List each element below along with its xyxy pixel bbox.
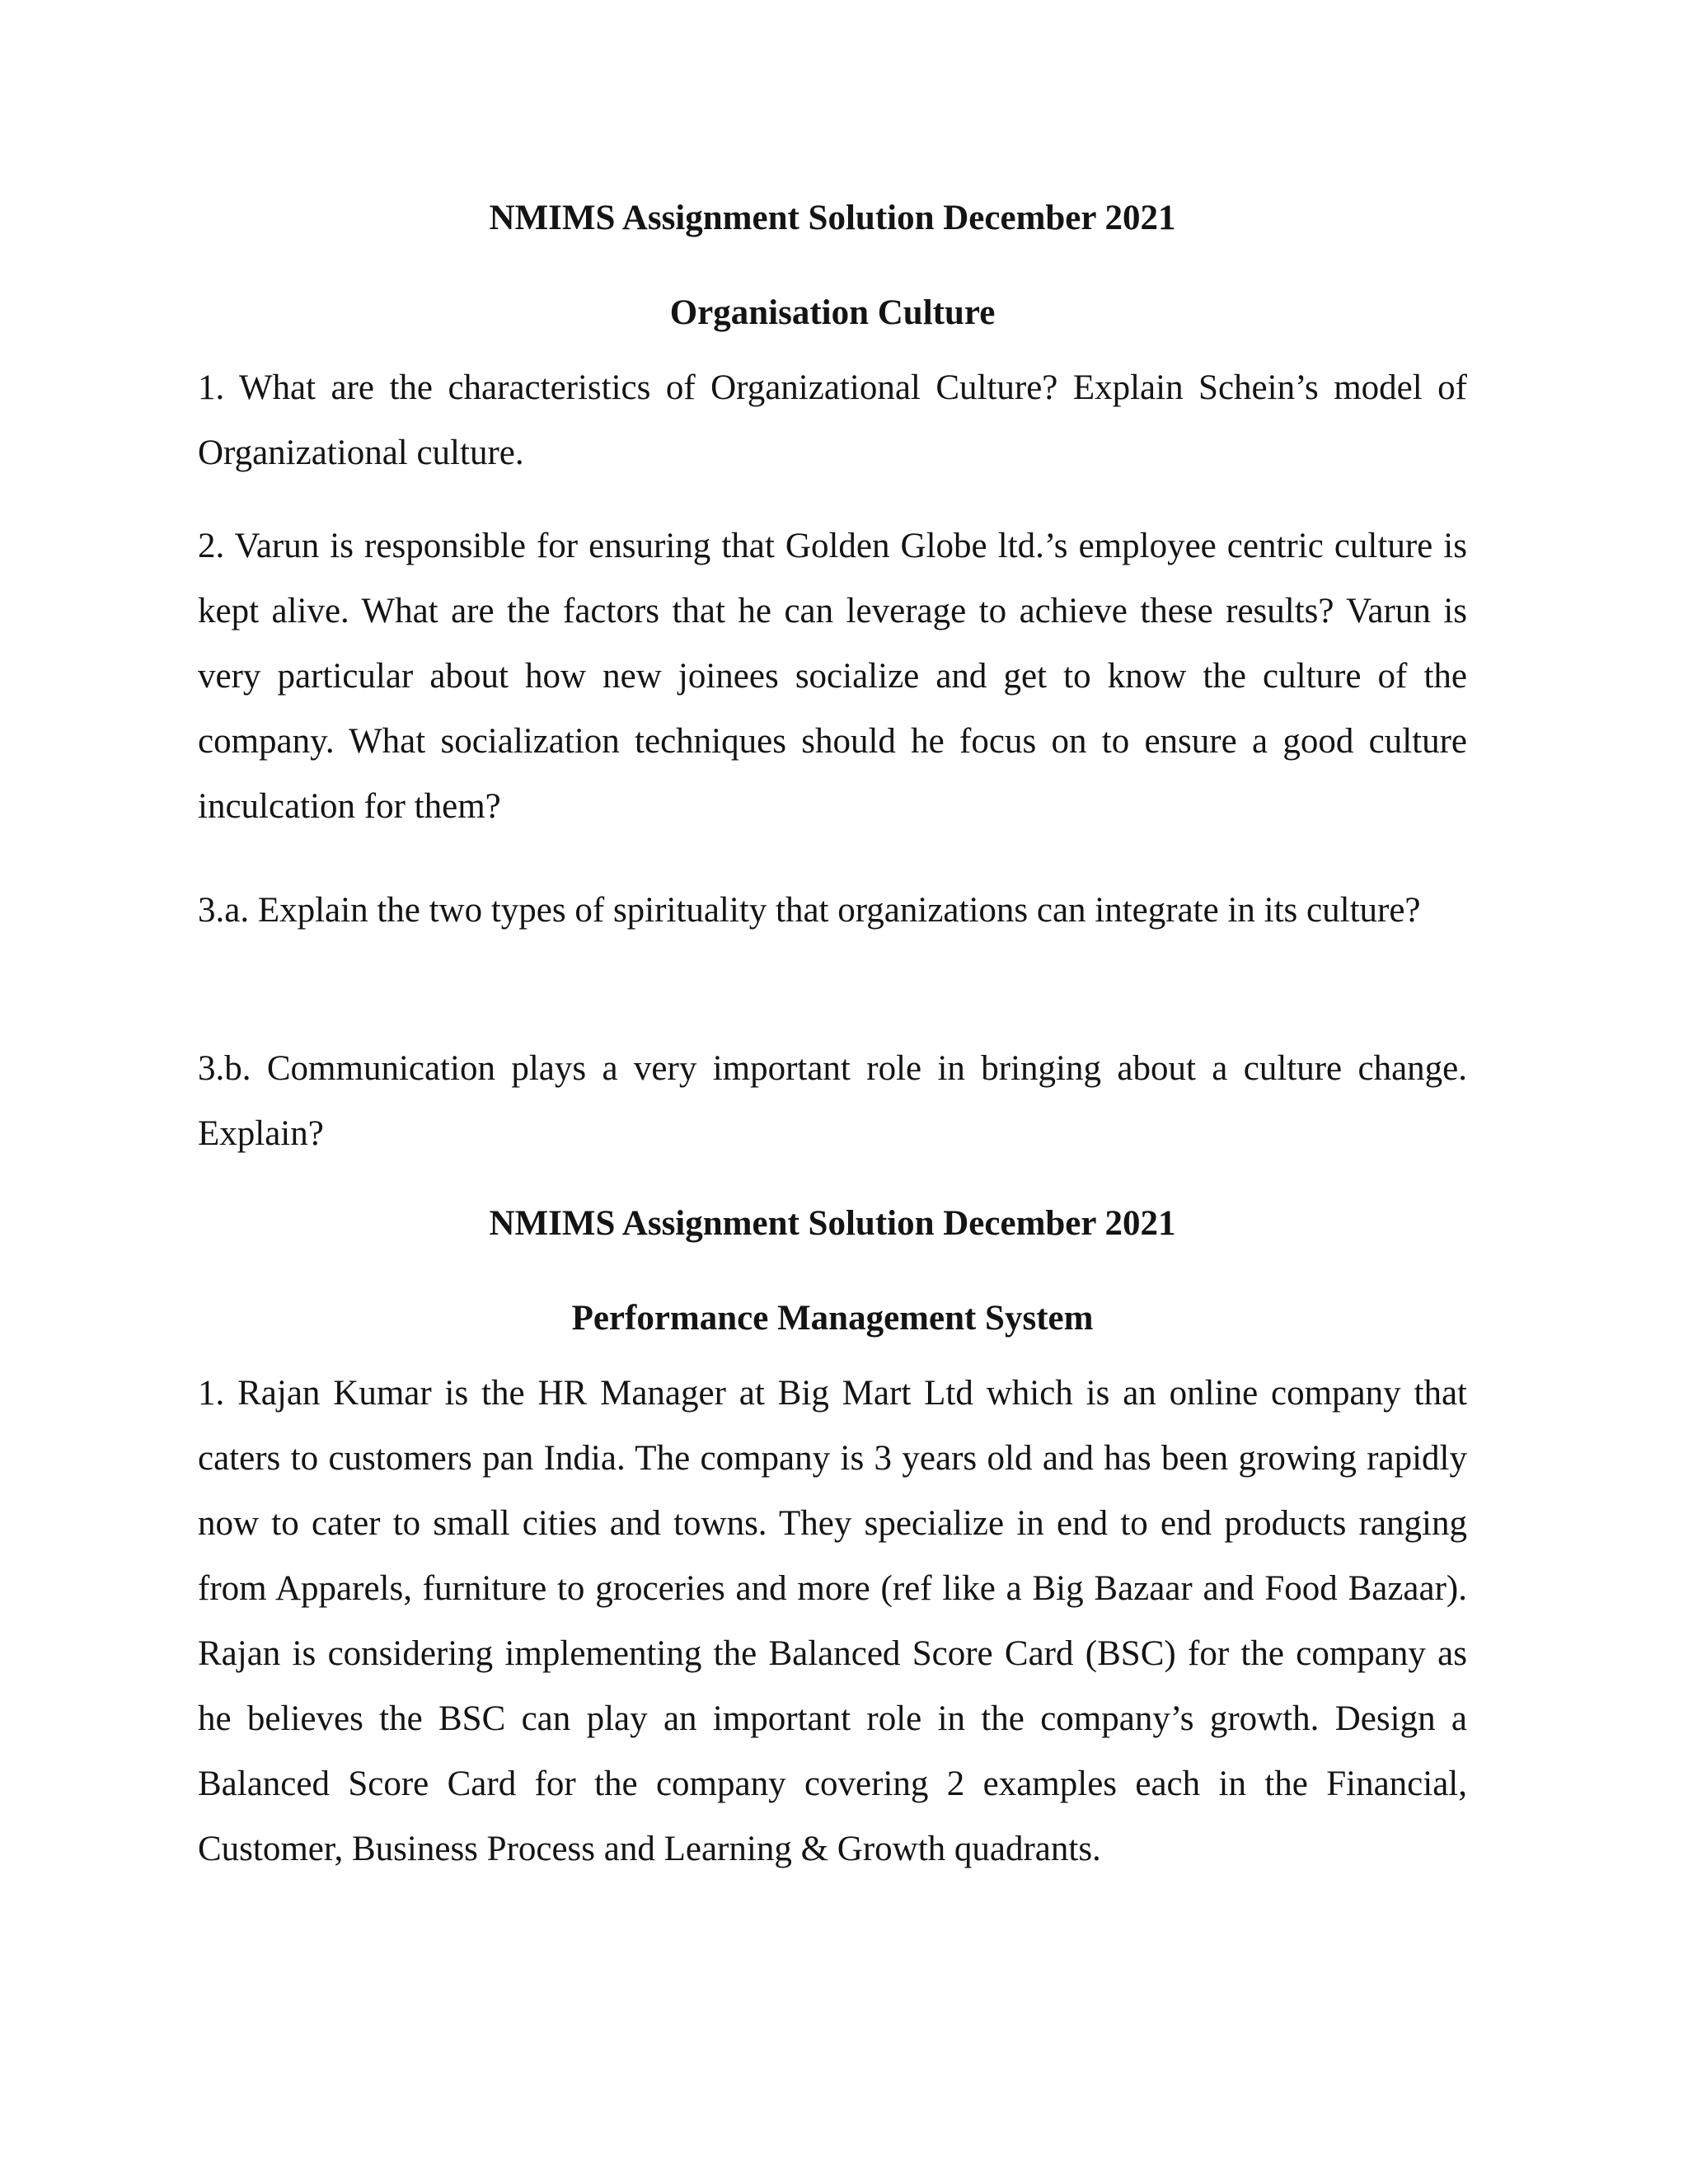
section2-heading: NMIMS Assignment Solution December 2021	[489, 1204, 1176, 1243]
section1-question-2: 2. Varun is responsible for ensuring that Golden Globe ltd.’s employee centric culture is kept alive. What are the factors that he can leverage to achieve these results? Varun is very particular about how new joinees socialize and get to know the culture of the company. What socialization techniques should he focus on to ensure a good culture inculcation for them?	[198, 527, 1467, 826]
section2-subject-title: Performance Management System	[571, 1299, 1094, 1338]
section1-question-3a: 3.a. Explain the two types of spirituality that organizations can integrate in its culture?	[198, 891, 1421, 930]
section1-heading: NMIMS Assignment Solution December 2021	[489, 199, 1176, 237]
section1-question-1: 1. What are the characteristics of Organizational Culture? Explain Schein’s model of Organizational culture.	[198, 368, 1467, 472]
section2-question-1: 1. Rajan Kumar is the HR Manager at Big Mart Ltd which is an online company that caters to customers pan India. The company is 3 years old and has been growing rapidly now to cater to small cities and towns. They specialize in end to end products ranging from Apparels, furniture to groceries and more (ref like a Big Bazaar and Food Bazaar). Rajan is considering implementing the Balanced Score Card (BSC) for the company as he believes the BSC can play an important role in the company’s growth. Design a Balanced Score Card for the company covering 2 examples each in the Financial, Customer, Business Process and Learning & Growth quadrants.	[198, 1374, 1467, 1868]
section1-question-3b: 3.b. Communication plays a very important role in bringing about a culture change. Explain?	[198, 1049, 1467, 1153]
section1-subject-title: Organisation Culture	[669, 293, 996, 332]
